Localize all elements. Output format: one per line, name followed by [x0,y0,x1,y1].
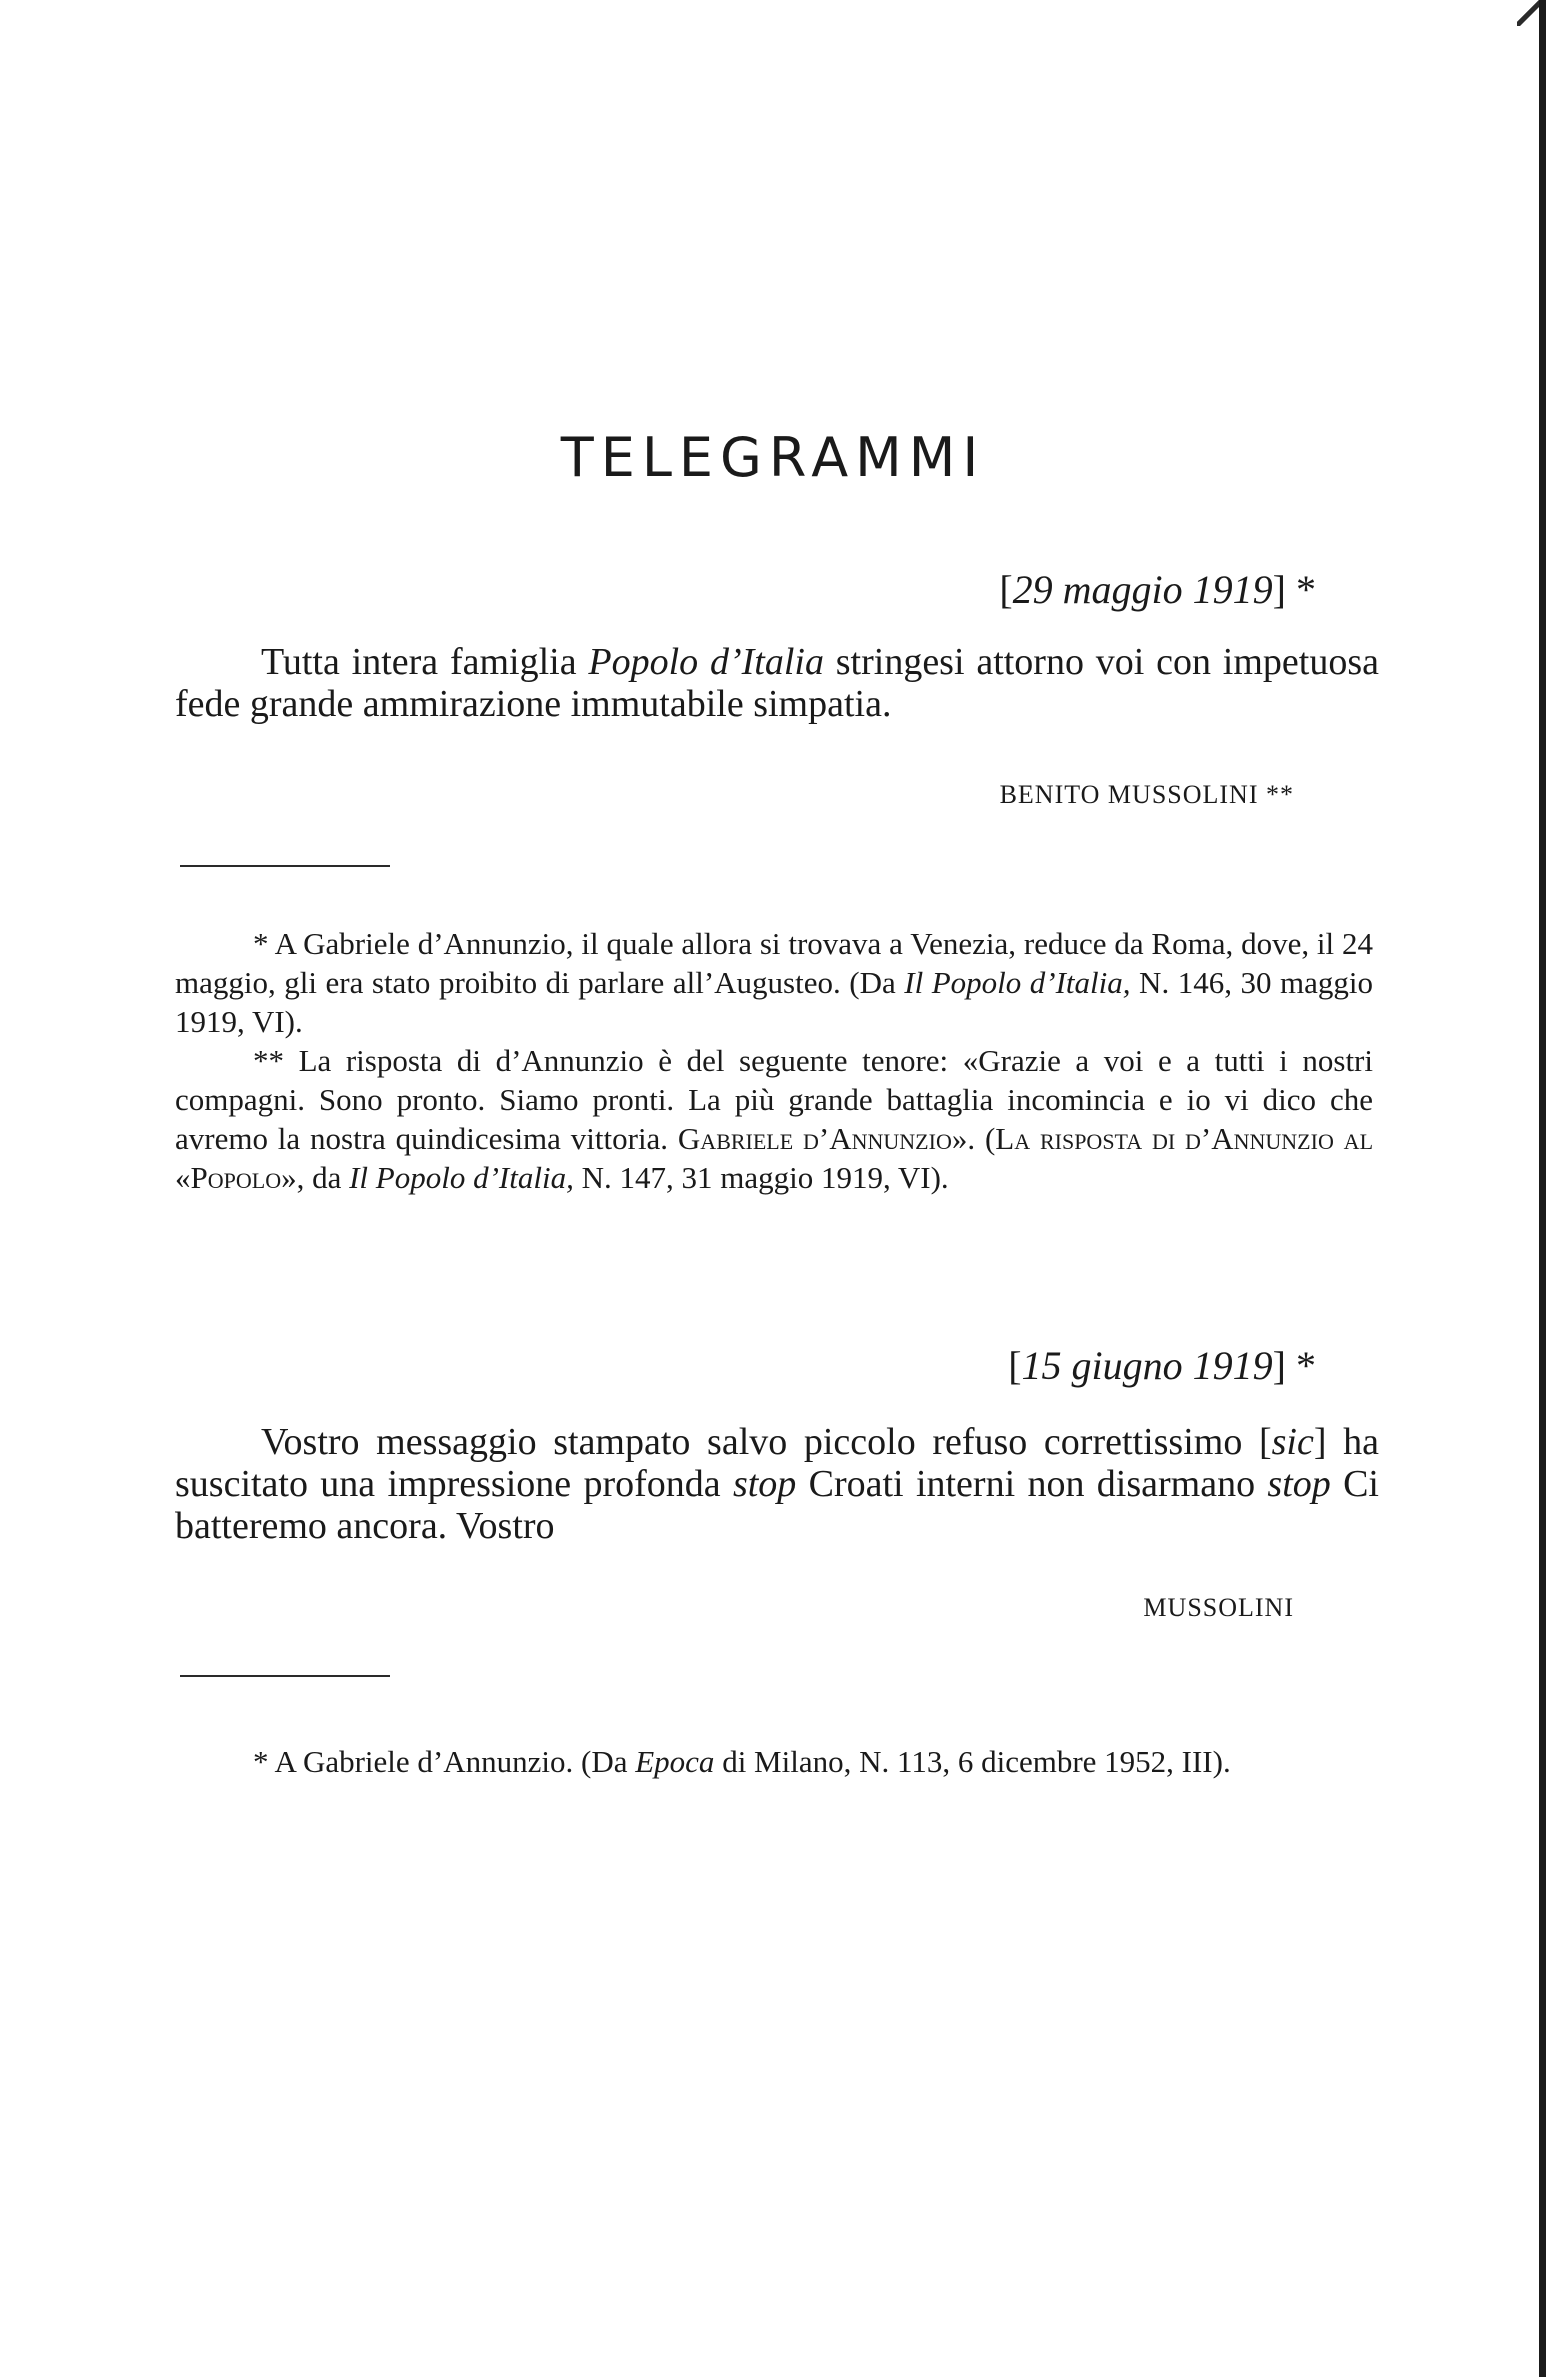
telegram-2-date: [15 giugno 1919] * [1008,1343,1316,1388]
footnote-divider-1 [180,865,390,867]
telegram-1-date-text: 29 maggio 1919 [1012,567,1273,612]
newspaper-title: Popolo d’Italia [588,641,824,683]
telegram-1-footnotes [175,924,1373,1197]
footnote-2: ** La risposta di d’Annunzio è del seguente tenore: «Grazie a voi e a tutti i nostri compagni. Sono pronto. Siamo pronti. La più grande battaglia incomincia e io vi dico che avremo la nostra quindicesima vittoria. Gabriele d’Annunzio». (La risposta di d’Annunzio al «Popolo», da Il Popolo d’Italia, N. 147, 31 maggio 1919, VI). [175,1043,1374,1195]
scan-corner-mark [1517,0,1539,26]
telegram-2-body: Vostro messaggio stampato salvo piccolo refuso correttissimo [sic] ha suscitato una impressione profonda stop Croati interni non disarmano stop Ci batteremo ancora. Vostro [175,1421,1379,1547]
telegram-2-signature: MUSSOLINI [1143,1593,1294,1622]
telegram-1-date: [29 maggio 1919] * [999,567,1316,612]
footnote-3: * A Gabriele d’Annunzio. (Da Epoca di Milano, N. 113, 6 dicembre 1952, III). [253,1744,1231,1779]
telegram-1-signature: BENITO MUSSOLINI ** [999,780,1294,809]
telegram-2-date-text: 15 giugno 1919 [1021,1343,1273,1388]
scan-page-edge [1539,0,1546,2377]
telegram-2-footnotes [175,1742,1373,1781]
telegram-1-body: Tutta intera famiglia Popolo d’Italia stringesi attorno voi con impetuosa fede grande ammirazione immutabile simpatia. [175,641,1379,725]
footnote-1: * A Gabriele d’Annunzio, il quale allora si trovava a Venezia, reduce da Roma, dove, il 24 maggio, gli era stato proibito di parlare all’Augusteo. (Da Il Popolo d’Italia, N. 146, 30 maggio 1919, VI). [175,926,1374,1039]
page-title: TELEGRAMMI [560,426,986,489]
footnote-divider-2 [180,1675,390,1677]
